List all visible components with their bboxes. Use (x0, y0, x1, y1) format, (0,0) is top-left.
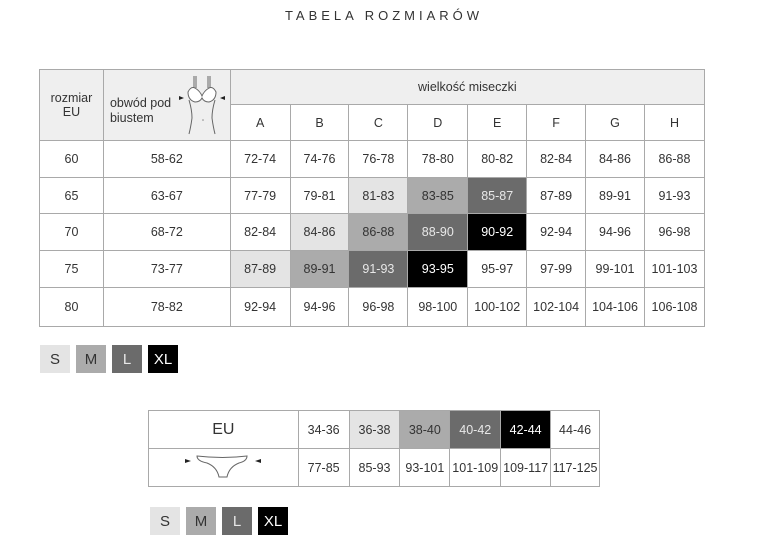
bust-cell: 72-74 (230, 141, 290, 178)
table-row (40, 288, 705, 327)
bust-cell: 92-94 (230, 288, 290, 327)
size-eu-cell: 75 (40, 251, 104, 288)
bust-cell: 84-86 (290, 214, 349, 251)
bust-cell: 90-92 (468, 214, 527, 251)
bust-cell: 76-78 (349, 141, 408, 178)
cup-header: F (527, 105, 586, 141)
table-row (40, 214, 705, 251)
bust-cell: 89-91 (290, 251, 349, 288)
bust-cell: 106-108 (644, 288, 704, 327)
size-eu-cell: 60 (40, 141, 104, 178)
table-row (40, 141, 705, 178)
panty-size-legend (150, 507, 288, 535)
bra-torso-icon (176, 74, 228, 136)
header-size-eu-line1: rozmiar (50, 91, 93, 105)
header-underbust (103, 70, 230, 141)
bust-cell: 93-95 (408, 251, 468, 288)
bust-cell: 89-91 (586, 178, 645, 214)
bust-cell: 94-96 (290, 288, 349, 327)
cup-header: H (644, 105, 704, 141)
bust-cell: 84-86 (586, 141, 645, 178)
legend-l: L (112, 345, 142, 373)
bust-cell: 97-99 (527, 251, 586, 288)
bust-cell: 92-94 (527, 214, 586, 251)
legend-m: M (76, 345, 106, 373)
bust-cell: 91-93 (349, 251, 408, 288)
bust-cell: 99-101 (586, 251, 645, 288)
bust-cell: 82-84 (527, 141, 586, 178)
table-row (40, 251, 705, 288)
size-eu-cell: 65 (40, 178, 104, 214)
underbust-cell: 58-62 (103, 141, 230, 178)
cup-header: C (349, 105, 408, 141)
table-row (40, 178, 705, 214)
cup-header: G (586, 105, 645, 141)
bust-cell: 88-90 (408, 214, 468, 251)
panty-eu-cell: 44-46 (551, 411, 600, 449)
header-size-eu-line2: EU (62, 105, 81, 119)
bust-cell: 86-88 (349, 214, 408, 251)
size-eu-cell: 80 (40, 288, 104, 327)
bust-cell: 78-80 (408, 141, 468, 178)
panty-icon (183, 453, 263, 479)
panty-eu-label: EU (149, 411, 299, 449)
panty-eu-cell: 40-42 (450, 411, 501, 449)
bra-size-table (39, 69, 705, 327)
panty-hip-header (149, 449, 299, 487)
bust-cell: 83-85 (408, 178, 468, 214)
bust-cell: 96-98 (349, 288, 408, 327)
bust-cell: 87-89 (230, 251, 290, 288)
header-underbust-line2: biustem (109, 111, 154, 125)
cup-header: A (230, 105, 290, 141)
bust-cell: 91-93 (644, 178, 704, 214)
bust-cell: 86-88 (644, 141, 704, 178)
panty-hip-cell: 93-101 (400, 449, 450, 487)
legend-l: L (222, 507, 252, 535)
panty-hip-cell: 77-85 (298, 449, 349, 487)
bust-cell: 85-87 (468, 178, 527, 214)
bust-cell: 82-84 (230, 214, 290, 251)
bust-cell: 80-82 (468, 141, 527, 178)
panty-hip-cell: 117-125 (551, 449, 600, 487)
underbust-cell: 73-77 (103, 251, 230, 288)
bust-cell: 94-96 (586, 214, 645, 251)
panty-eu-cell: 42-44 (501, 411, 551, 449)
legend-xl: XL (258, 507, 288, 535)
bust-cell: 98-100 (408, 288, 468, 327)
cup-header: B (290, 105, 349, 141)
legend-s: S (40, 345, 70, 373)
bust-cell: 74-76 (290, 141, 349, 178)
panty-eu-cell: 36-38 (349, 411, 400, 449)
header-underbust-line1: obwód pod (109, 96, 172, 110)
legend-xl: XL (148, 345, 178, 373)
bust-cell: 100-102 (468, 288, 527, 327)
header-cup-size: wielkość miseczki (230, 70, 704, 105)
cup-header: E (468, 105, 527, 141)
panty-eu-cell: 38-40 (400, 411, 450, 449)
cup-header: D (408, 105, 468, 141)
underbust-cell: 63-67 (103, 178, 230, 214)
bust-cell: 101-103 (644, 251, 704, 288)
bust-cell: 102-104 (527, 288, 586, 327)
panty-eu-cell: 34-36 (298, 411, 349, 449)
bust-cell: 87-89 (527, 178, 586, 214)
size-legend (40, 345, 178, 373)
underbust-cell: 78-82 (103, 288, 230, 327)
panty-size-table (148, 410, 600, 487)
legend-s: S (150, 507, 180, 535)
bust-cell: 96-98 (644, 214, 704, 251)
underbust-cell: 68-72 (103, 214, 230, 251)
panty-hip-cell: 109-117 (501, 449, 551, 487)
size-eu-cell: 70 (40, 214, 104, 251)
panty-hip-cell: 85-93 (349, 449, 400, 487)
bust-cell: 77-79 (230, 178, 290, 214)
bust-cell: 81-83 (349, 178, 408, 214)
bust-cell: 104-106 (586, 288, 645, 327)
panty-hip-cell: 101-109 (450, 449, 501, 487)
header-size-eu (40, 70, 104, 141)
bust-cell: 95-97 (468, 251, 527, 288)
bust-cell: 79-81 (290, 178, 349, 214)
legend-m: M (186, 507, 216, 535)
page-title: TABELA ROZMIARÓW (284, 8, 484, 23)
